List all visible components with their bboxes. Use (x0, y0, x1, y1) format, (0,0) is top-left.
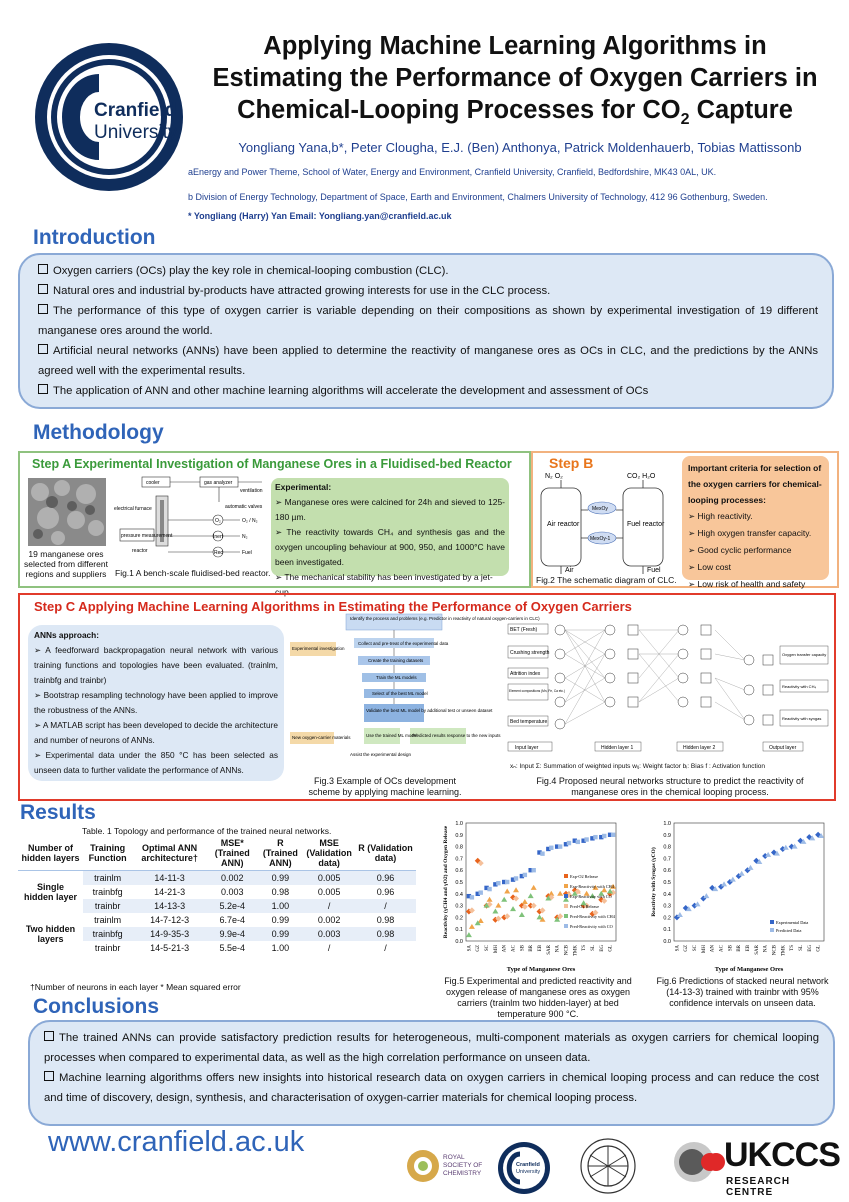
conclusions-heading: Conclusions (33, 995, 160, 1018)
y-tick-label: 0.1 (455, 927, 463, 934)
x-tick-label: EB (538, 945, 543, 952)
legend-entry: Pred-Reactivity with CO (570, 924, 613, 929)
x-tick-label: MH (493, 945, 499, 954)
data-point (584, 837, 588, 841)
x-tick-label: TS (582, 945, 588, 951)
flow-step: Experimental investigation (292, 646, 345, 651)
step-b-title: Step B (549, 455, 594, 471)
fuel-in-label: Fuel (647, 567, 661, 574)
reactor-diagram (112, 474, 272, 566)
x-tick-label: AC (511, 945, 517, 952)
x-tick-label: EG (599, 945, 605, 952)
y-tick-label: 0.6 (455, 868, 463, 875)
nn-input-label: Attrition index (510, 671, 541, 677)
y-tick-label: 0.2 (455, 915, 463, 922)
affiliation-a: aEnergy and Power Theme, School of Water, Energy and Environment, Cranfield University, Cranfield, Bedfordshire, MK43 0AL, UK. (188, 167, 717, 177)
logo-text-top: Cranfield (94, 100, 177, 121)
data-point (496, 881, 500, 885)
diag-label: O₂ / N₂ (242, 518, 258, 524)
fig5-caption: Fig.5 Experimental and predicted reactivity and oxygen release of manganese ores as oxygen carriers (trainlm two hidden-layer) at bed temperature 900 °C. (444, 976, 632, 1019)
fig3-caption: Fig.3 Example of OCs development scheme by applying machine learning. (308, 776, 462, 797)
diag-label: reactor (132, 548, 148, 554)
x-tick-label: SB (728, 945, 734, 952)
affiliation-b: b Division of Energy Technology, Department of Space, Earth and Environment, Chalmers University of Technology, 412 96 Gothenburg, Sweden. (188, 192, 768, 202)
nn-structure-diagram (505, 620, 830, 760)
intro-list (38, 261, 818, 401)
x-tick-label: GZ (684, 945, 690, 952)
nn-output-label: Reactivity with syngas (782, 716, 822, 721)
intro-item: Artificial neural networks (ANNs) have been applied to determine the reactivity of manganese ores as OCs in CLC, and the predictions by the ANNs agreed well with the experimental results. (38, 345, 818, 377)
x-tick-label: SAR (546, 945, 552, 955)
ore-photo-caption: 19 manganese ores selected from different regions and suppliers (24, 549, 108, 579)
data-point (487, 887, 491, 891)
legend-swatch (564, 874, 568, 878)
nn-output-label: Reactivity with CH₄ (782, 684, 817, 689)
legend-entry: Exp-O2 Release (570, 874, 599, 879)
table-row: Two hidden layers trainlm 14-7-12-3 6.7e-4 0.99 0.002 0.98 (18, 913, 416, 927)
diag-label: Red (214, 550, 224, 556)
y-axis-label: Reactivity (γCH4 and γO2) and Oxygen Release (443, 825, 449, 939)
cranfield-logo (30, 38, 188, 196)
flow-step: Create the training datasets (368, 658, 424, 663)
x-tick-label: SL (798, 945, 804, 951)
x-tick-label: SC (693, 945, 699, 952)
flow-step: Select of the best ML model (372, 691, 428, 696)
x-tick-label: BR (737, 945, 743, 952)
authors: Yongliang Yana,b*, Peter Clougha, E.J. (Ben) Anthonya, Patrick Moldenhauerb, Tobias Mattissonb (238, 140, 802, 155)
nn-input-label: BET (Fresh) (510, 627, 538, 633)
intro-item: The performance of this type of oxygen carrier is variable depending on their compositions as shown by experimental investigation of 19 different manganese ores around the world. (38, 305, 818, 337)
y-tick-label: 0.9 (455, 832, 463, 839)
x-tick-label: EG (807, 945, 813, 952)
flow-step: Validate the best ML model by additional test or unseen dataset (366, 708, 493, 713)
x-tick-label: SA (675, 945, 681, 952)
data-point (514, 876, 518, 880)
y-tick-label: 0.5 (455, 880, 463, 886)
fig5-chart (440, 813, 630, 978)
website-link[interactable]: www.cranfield.ac.uk (48, 1126, 305, 1158)
legend-entry: Pred-Reactivity with CH4 (570, 914, 615, 919)
cranfield-footer-logo: Cranfield University (496, 1140, 552, 1196)
legend-swatch (564, 924, 568, 928)
legend-entry: Predicted Data (776, 928, 802, 933)
legend-swatch (564, 914, 568, 918)
nn-input-label: Element compositions (Mn, Fe, Ca etc.) (509, 689, 565, 693)
table-row: trainbr 14-5-21-3 5.5e-4 1.00 / / (94, 943, 387, 953)
nn-legend: xₙ: Input Σ: Summation of weighted inputs wᵢⱼ: Weight factor bᵢ: Bias f : Activation function (510, 763, 765, 770)
y-tick-label: 0.6 (663, 868, 671, 875)
fuel-out-label: CO₂ H₂O (627, 473, 656, 480)
conclusions-list (44, 1028, 819, 1108)
table-row: trainbr 14-13-3 5.2e-4 1.00 / / (18, 899, 416, 913)
y-tick-label: 0.5 (663, 880, 671, 886)
x-tick-label: BR (529, 945, 535, 952)
flow-step: Identify the process and problems (e.g. Predictor in reactivity of natural oxygen-carriers in CLC) (350, 616, 540, 621)
results-table-wrap (18, 836, 416, 955)
legend-entry: Pred-O2 Release (570, 904, 599, 909)
y-tick-label: 0.8 (455, 844, 463, 851)
conclusion-item: The trained ANNs can provide satisfactory prediction results for heterogeneous, multi-component materials as oxygen carriers for chemical looping processes when compared to experimental data, as well as the high correlation performance on unseen data. (44, 1032, 819, 1064)
legend-swatch (770, 920, 774, 924)
step-a-title: Step A Experimental Investigation of Manganese Ores in a Fluidised-bed Reactor (32, 457, 512, 471)
flow-step: Train the ML models (376, 675, 417, 680)
data-point (531, 868, 535, 872)
legend-swatch (564, 884, 568, 888)
y-tick-label: 0.4 (663, 891, 671, 898)
table-row: trainbfg 14-9-35-3 9.9e-4 0.99 0.003 0.98 (18, 927, 416, 941)
x-tick-label: NCB (564, 945, 570, 956)
diag-label: O₂ (215, 518, 221, 524)
y-tick-label: 0.3 (663, 903, 671, 910)
data-point (567, 841, 571, 845)
y-tick-label: 0.7 (663, 856, 671, 863)
diag-label: Inert (213, 534, 224, 540)
data-point (505, 880, 509, 884)
y-tick-label: 0.9 (663, 832, 671, 839)
chalmers-logo (568, 1135, 648, 1197)
nn-layer-label: Output layer (769, 745, 797, 751)
table-header-row: Number of hidden layers Training Function Optimal ANN architecture† MSE* (Trained ANN) R (Trained ANN) MSE (Validation data) R (Validation data) (18, 836, 416, 871)
x-tick-label: NCB (772, 945, 778, 956)
x-tick-label: AN (502, 945, 508, 953)
table-row: trainbfg 14-21-3 0.003 0.98 0.005 0.96 (92, 887, 395, 897)
criteria-box: Important criteria for selection of the oxygen carriers for chemical-looping processes: ➢ High reactivity. ➢ High oxygen transfer capacity. ➢ Good cyclic performance ➢ Low cost ➢ Low risk of health and safety (682, 456, 829, 580)
y-tick-label: 0.0 (455, 939, 463, 945)
ann-approach-box: ANNs approach: ➢ A feedforward backpropagation neural network with various training functions and topologies have been evaluated. (trainlm, trainbfg and trainbr) ➢ Bootstrap resampling technology have been applied to improve the robustness of the ANNs. ➢ A MATLAB script has been developed to decide the architecture and number of neurons of ANNs. ➢ Experimental data under the 850 °C has been selected as unseen data to further validate the performance of ANNs. (28, 625, 284, 781)
diag-label: Fuel (242, 550, 252, 556)
y-tick-label: 0.4 (455, 891, 463, 898)
nn-layer-label: Input layer (515, 745, 539, 751)
data-point (593, 835, 597, 839)
diag-label: cooler (146, 480, 160, 486)
x-tick-label: NA (555, 945, 561, 953)
y-axis-label: Reactivity with Syngas (γCO) (651, 847, 657, 917)
nn-input-label: Bed temperature (510, 719, 548, 725)
ukccs-logo: UKCCS RESEARCH CENTRE (668, 1130, 838, 1194)
diag-label: pressure measurement (121, 533, 173, 539)
x-tick-label: SC (485, 945, 491, 952)
data-point (558, 844, 562, 848)
table-row: Single hidden layer trainlm 14-11-3 0.002 0.99 0.005 0.96 (18, 871, 416, 886)
x-tick-label: GZ (476, 945, 482, 952)
x-axis-label: Type of Manganese Ores (506, 966, 576, 973)
step-c-title: Step C Applying Machine Learning Algorithms in Estimating the Performance of Oxygen Carriers (34, 599, 632, 614)
y-tick-label: 0.7 (455, 856, 463, 863)
x-tick-label: GL (608, 945, 614, 952)
results-table (18, 836, 416, 955)
legend-swatch (564, 904, 568, 908)
x-tick-label: GL (816, 945, 822, 952)
intro-item: Oxygen carriers (OCs) play the key role in chemical-looping combustion (CLC). (38, 261, 818, 281)
diag-label: electrical furnace (114, 506, 152, 512)
diag-label: gas analyzer (204, 480, 233, 486)
x-tick-label: NA (763, 945, 769, 953)
results-heading: Results (20, 801, 96, 824)
rsc-logo: ROYAL SOCIETY OF CHEMISTRY (405, 1142, 485, 1192)
legend-entry: Exp-Reactivity with CO (570, 894, 612, 899)
flow-step: Use the trained ML model (366, 733, 418, 738)
x-tick-label: TS (790, 945, 796, 951)
table-caption: Table. 1 Topology and performance of the trained neural networks. (82, 826, 332, 836)
fig4-caption: Fig.4 Proposed neural networks structure to predict the reactivity of manganese ores in the chemical looping process. (536, 776, 804, 797)
conclusion-item: Machine learning algorithms offers new insights into historical research data on oxygen carriers in chemical looping process and can reduce the cost and time of discovery, design, synthesis, and characterisation of oxygen-carrier materials for chemical looping process. (44, 1072, 819, 1104)
data-point (470, 895, 474, 899)
x-tick-label: AN (710, 945, 716, 953)
y-tick-label: 0.0 (663, 939, 671, 945)
nn-layer-label: Hidden layer 1 (601, 745, 634, 751)
intro-heading: Introduction (33, 226, 156, 249)
y-tick-label: 0.8 (663, 844, 671, 851)
table-footnote: †Number of neurons in each layer * Mean squared error (30, 982, 241, 992)
data-point (523, 873, 527, 877)
mexoy-label: MexOy (592, 506, 608, 512)
flow-step: Collect and pre-treat of the experimental data (358, 641, 449, 646)
diag-label: ventilation (240, 488, 263, 494)
x-tick-label: SAR (754, 945, 760, 955)
fig6-caption: Fig.6 Predictions of stacked neural network (14-13-3) trained with trainbr with 95% confidence intervals on unseen data. (656, 976, 829, 1008)
x-tick-label: AC (719, 945, 725, 952)
y-tick-label: 1.0 (663, 821, 671, 827)
x-tick-label: SL (590, 945, 596, 951)
x-tick-label: TMK (573, 945, 579, 957)
flow-step: Predicted results response to the new inputs (412, 733, 501, 738)
data-point (576, 840, 580, 844)
flow-step: New oxygen-carrier materials (292, 735, 351, 740)
legend-swatch (564, 894, 568, 898)
diag-label: automatic valves (225, 504, 263, 510)
data-point (611, 833, 615, 837)
poster-title: Applying Machine Learning Algorithms in Estimating the Performance of Oxygen Carriers in Chemical-Looping Processes for $CO_2$ Capture (212, 32, 818, 129)
data-point (602, 834, 606, 838)
logo-text-bottom: University (94, 122, 178, 143)
nn-output-label: Oxygen transfer capacity (782, 652, 827, 657)
air-in-label: Air (565, 567, 574, 574)
contact-email: * Yongliang (Harry) Yan Email: Yongliang.yan@cranfield.ac.uk (188, 211, 452, 221)
x-axis-label: Type of Manganese Ores (714, 966, 784, 973)
y-tick-label: 0.2 (663, 915, 671, 922)
intro-item: The application of ANN and other machine learning algorithms will accelerate the development and assessment of OCs (38, 381, 818, 401)
fig1-caption: Fig.1 A bench-scale fluidised-bed reactor. (115, 568, 271, 578)
legend-swatch (770, 928, 774, 932)
y-tick-label: 0.3 (455, 903, 463, 910)
legend-entry: Exp-Reactivity with CH4 (570, 884, 614, 889)
intro-item: Natural ores and industrial by-products have attracted growing interests for use in the CLC process. (38, 281, 818, 301)
ore-photo (28, 478, 106, 546)
mexoy1-label: MexOy-1 (590, 536, 611, 542)
x-tick-label: TMK (781, 945, 787, 957)
methodology-heading: Methodology (33, 421, 164, 444)
fig6-chart (648, 813, 838, 978)
x-tick-label: SA (467, 945, 473, 952)
fig2-caption: Fig.2 The schematic diagram of CLC. (536, 575, 677, 585)
x-tick-label: MH (701, 945, 707, 954)
data-point (540, 851, 544, 855)
data-point (479, 890, 483, 894)
data-point (549, 846, 553, 850)
nn-input-label: Crushing strength (510, 650, 550, 656)
fuel-reactor-label: Fuel reactor (627, 521, 665, 528)
diag-label: N₂ (242, 534, 248, 540)
air-out-label: N₂ O₂ (545, 473, 563, 480)
legend-entry: Experimental Data (776, 920, 809, 925)
air-reactor-label: Air reactor (547, 521, 580, 528)
x-tick-label: SB (520, 945, 526, 952)
nn-layer-label: Hidden layer 2 (683, 745, 716, 751)
flow-step: Assist the experimental design (350, 752, 412, 757)
y-tick-label: 1.0 (455, 821, 463, 827)
x-tick-label: EB (746, 945, 751, 952)
clc-diagram (537, 470, 677, 574)
y-tick-label: 0.1 (663, 927, 671, 934)
experimental-box: Experimental: ➢ Manganese ores were calcined for 24h and sieved to 125-180 µm. ➢ The reactivity towards CH₄ and synthesis gas and the oxygen uncoupling behaviour at 900, 950, and 1000°C have been investigated. ➢ The mechanical stability has been investigated by a jet-cup. (271, 478, 509, 576)
